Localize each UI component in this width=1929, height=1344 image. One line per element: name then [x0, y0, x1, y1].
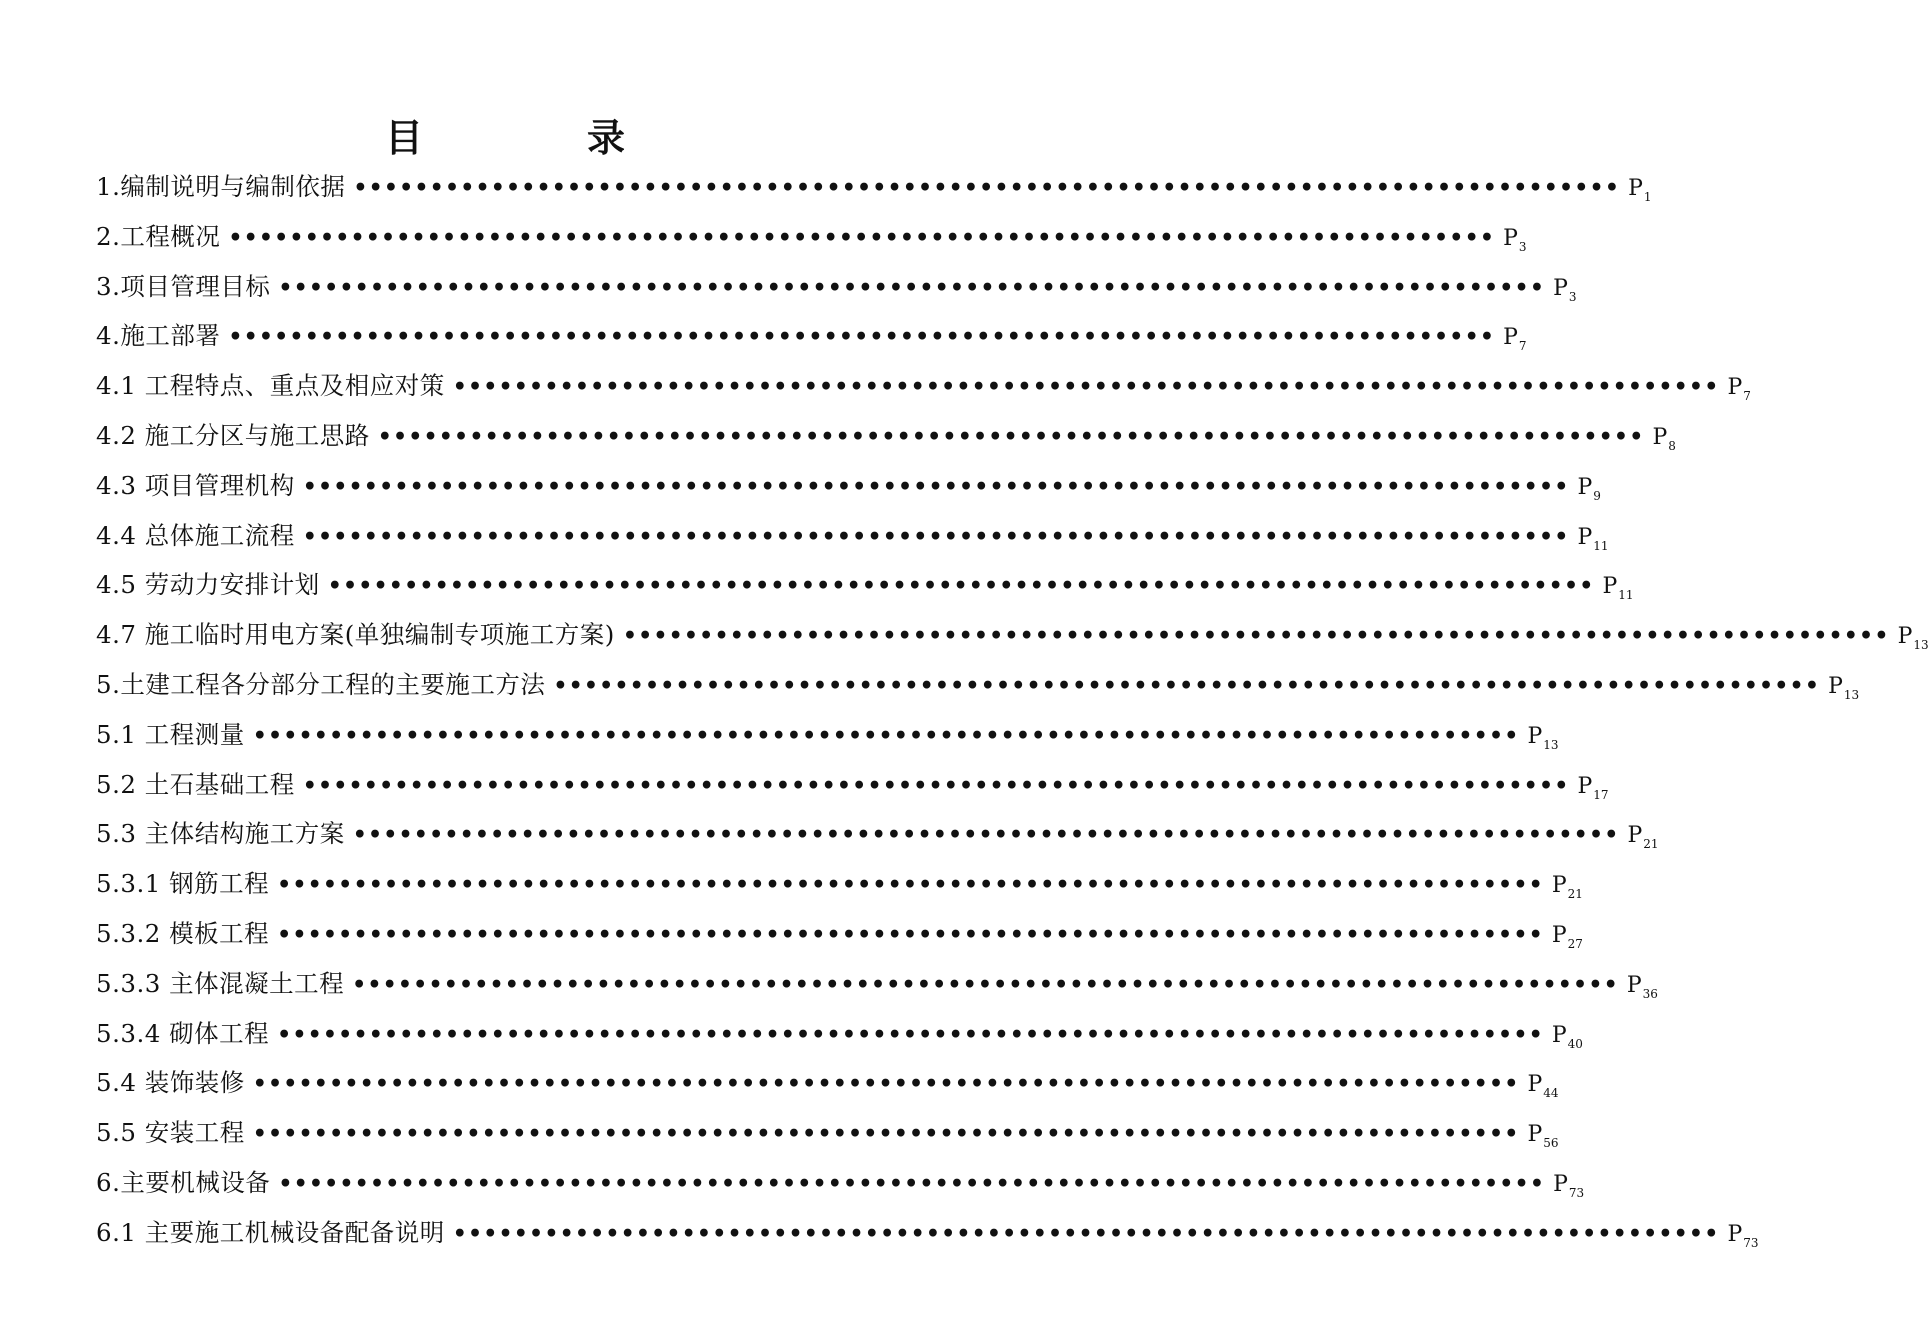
toc-entry-label: 5.3.1 钢筋工程 — [96, 869, 270, 899]
toc-page-number: $P_{73}$ — [1727, 1221, 1759, 1250]
toc-entry[interactable] — [96, 411, 1676, 461]
toc-entry-label: 1.编制说明与编制依据 — [96, 172, 346, 201]
toc-entry-label: 5.土建工程各分部分工程的主要施工方法 — [96, 669, 546, 699]
toc-leader-dots: ••••••••••••••••••••••••••••••••••••••••••••••••••••••••••••••••••••••••••••••••••• — [302, 523, 1570, 550]
toc-entry-label: 4.7 施工临时用电方案(单独编制专项施工方案) — [96, 620, 615, 650]
toc-entry[interactable] — [96, 461, 1601, 511]
toc-page-number: $P_{13}$ — [1527, 723, 1559, 752]
toc-leader-dots: ••••••••••••••••••••••••••••••••••••••••••••••••••••••••••••••••••••••••••••••••••• — [228, 224, 1496, 251]
toc-entry[interactable] — [96, 1058, 1559, 1108]
toc-page-number: $P_{44}$ — [1527, 1072, 1559, 1101]
toc-leader-dots: ••••••••••••••••••••••••••••••••••••••••••••••••••••••••••••••••••••••••••••••••••• — [278, 1170, 1546, 1197]
toc-title-char-2: 录 — [586, 116, 625, 160]
toc-page-number: $P_1$ — [1628, 176, 1652, 204]
toc-leader-dots: ••••••••••••••••••••••••••••••••••••••••••••••••••••••••••••••••••••••••••••••••••• — [228, 324, 1496, 351]
toc-leader-dots: ••••••••••••••••••••••••••••••••••••••••••••••••••••••••••••••••••••••••••••••••••• — [452, 374, 1720, 401]
toc-leader-dots: ••••••••••••••••••••••••••••••••••••••••••••••••••••••••••••••••••••••••••••••••••• — [352, 971, 1619, 998]
toc-leader-dots: ••••••••••••••••••••••••••••••••••••••••••••••••••••••••••••••••••••••••••••••••••• — [277, 1021, 1544, 1048]
toc-page-number: $P_{36}$ — [1626, 972, 1658, 1001]
toc-entry[interactable] — [96, 212, 1527, 262]
toc-entry[interactable] — [96, 1208, 1759, 1258]
toc-entry-label: 4.1 工程特点、重点及相应对策 — [96, 371, 445, 401]
toc-list — [96, 162, 1929, 1258]
toc-page-number: $P_{21}$ — [1551, 873, 1583, 902]
toc-entry-label: 4.2 施工分区与施工思路 — [96, 420, 370, 450]
toc-leader-dots: ••••••••••••••••••••••••••••••••••••••••••••••••••••••••••••••••••••••••••••••••••• — [327, 573, 1595, 600]
toc-page-number: $P_3$ — [1553, 275, 1577, 304]
toc-entry-label: 5.3.3 主体混凝土工程 — [96, 968, 345, 998]
toc-page-number: $P_{13}$ — [1897, 624, 1929, 653]
toc-page-number: $P_{11}$ — [1602, 574, 1634, 603]
toc-entry[interactable] — [96, 1009, 1583, 1059]
toc-leader-dots: ••••••••••••••••••••••••••••••••••••••••••••••••••••••••••••••••••••••••••••••••••• — [622, 623, 1890, 650]
toc-leader-dots: ••••••••••••••••••••••••••••••••••••••••••••••••••••••••••••••••••••••••••••••••••• — [252, 1071, 1520, 1098]
toc-entry[interactable] — [96, 361, 1751, 411]
toc-entry[interactable] — [96, 162, 1652, 212]
toc-entry[interactable] — [96, 959, 1658, 1009]
toc-entry-label: 6.1 主要施工机械设备配备说明 — [96, 1217, 445, 1247]
toc-page-number: $P_7$ — [1727, 375, 1751, 404]
toc-leader-dots: ••••••••••••••••••••••••••••••••••••••••••••••••••••••••••••••••••••••••••••••••••• — [277, 921, 1544, 948]
toc-entry[interactable] — [96, 909, 1583, 959]
toc-page-number: $P_{21}$ — [1627, 823, 1659, 852]
toc-page-number: $P_3$ — [1503, 225, 1527, 254]
toc-entry-label: 6.主要机械设备 — [96, 1167, 271, 1197]
toc-entry-label: 5.3 主体结构施工方案 — [96, 819, 345, 849]
toc-entry-label: 3.项目管理目标 — [96, 271, 271, 301]
toc-page-number: $P_{17}$ — [1577, 773, 1609, 802]
toc-entry-label: 5.1 工程测量 — [96, 719, 245, 749]
toc-leader-dots: ••••••••••••••••••••••••••••••••••••••••••••••••••••••••••••••••••••••••••••••••••• — [353, 175, 1621, 201]
toc-entry[interactable] — [96, 610, 1929, 660]
toc-entry-label: 2.工程概况 — [96, 221, 221, 251]
toc-leader-dots: ••••••••••••••••••••••••••••••••••••••••••••••••••••••••••••••••••••••••••••••••••• — [452, 1220, 1720, 1247]
toc-entry[interactable] — [96, 809, 1659, 859]
toc-page-number: $P_7$ — [1503, 325, 1527, 354]
toc-entry[interactable] — [96, 262, 1577, 312]
toc-entry[interactable] — [96, 859, 1583, 909]
toc-entry-label: 4.4 总体施工流程 — [96, 520, 295, 550]
toc-title — [385, 108, 625, 168]
toc-leader-dots: ••••••••••••••••••••••••••••••••••••••••••••••••••••••••••••••••••••••••••••••••••• — [302, 473, 1570, 500]
toc-entry[interactable] — [96, 1158, 1585, 1208]
toc-entry[interactable] — [96, 511, 1609, 561]
toc-page-number: $P_{27}$ — [1551, 922, 1583, 951]
toc-page-number: $P_{11}$ — [1577, 524, 1609, 553]
toc-entry[interactable] — [96, 1108, 1559, 1158]
toc-entry[interactable] — [96, 311, 1527, 361]
toc-title-char-1: 目 — [385, 116, 424, 160]
toc-entry[interactable] — [96, 560, 1634, 610]
toc-entry-label: 4.3 项目管理机构 — [96, 470, 295, 500]
toc-entry[interactable] — [96, 660, 1860, 710]
toc-entry-label: 5.2 土石基础工程 — [96, 769, 295, 799]
toc-page-number: $P_8$ — [1652, 424, 1676, 453]
toc-leader-dots: ••••••••••••••••••••••••••••••••••••••••••••••••••••••••••••••••••••••••••••••••••• — [377, 423, 1645, 450]
toc-page-number: $P_{13}$ — [1828, 673, 1860, 702]
toc-page-number: $P_{40}$ — [1551, 1022, 1583, 1051]
toc-leader-dots: ••••••••••••••••••••••••••••••••••••••••••••••••••••••••••••••••••••••••••••••••••• — [278, 274, 1546, 301]
toc-entry-label: 4.5 劳动力安排计划 — [96, 570, 320, 600]
toc-entry[interactable] — [96, 710, 1559, 760]
toc-leader-dots: ••••••••••••••••••••••••••••••••••••••••••••••••••••••••••••••••••••••••••••••••••• — [302, 772, 1570, 799]
toc-leader-dots: ••••••••••••••••••••••••••••••••••••••••••••••••••••••••••••••••••••••••••••••••••• — [553, 672, 1821, 699]
toc-entry-label: 5.3.4 砌体工程 — [96, 1018, 270, 1048]
toc-entry-label: 5.5 安装工程 — [96, 1118, 245, 1148]
toc-entry-label: 4.施工部署 — [96, 321, 221, 351]
toc-leader-dots: ••••••••••••••••••••••••••••••••••••••••••••••••••••••••••••••••••••••••••••••••••• — [277, 872, 1544, 899]
toc-leader-dots: ••••••••••••••••••••••••••••••••••••••••••••••••••••••••••••••••••••••••••••••••••• — [252, 1121, 1520, 1148]
toc-leader-dots: ••••••••••••••••••••••••••••••••••••••••••••••••••••••••••••••••••••••••••••••••••• — [252, 722, 1520, 749]
toc-page-number: $P_9$ — [1577, 474, 1601, 503]
toc-entry[interactable] — [96, 760, 1609, 810]
toc-page-number: $P_{56}$ — [1527, 1122, 1559, 1151]
toc-page-number: $P_{73}$ — [1553, 1171, 1585, 1200]
toc-entry-label: 5.3.2 模板工程 — [96, 918, 270, 948]
toc-leader-dots: ••••••••••••••••••••••••••••••••••••••••••••••••••••••••••••••••••••••••••••••••••• — [352, 822, 1620, 849]
toc-entry-label: 5.4 装饰装修 — [96, 1068, 245, 1098]
